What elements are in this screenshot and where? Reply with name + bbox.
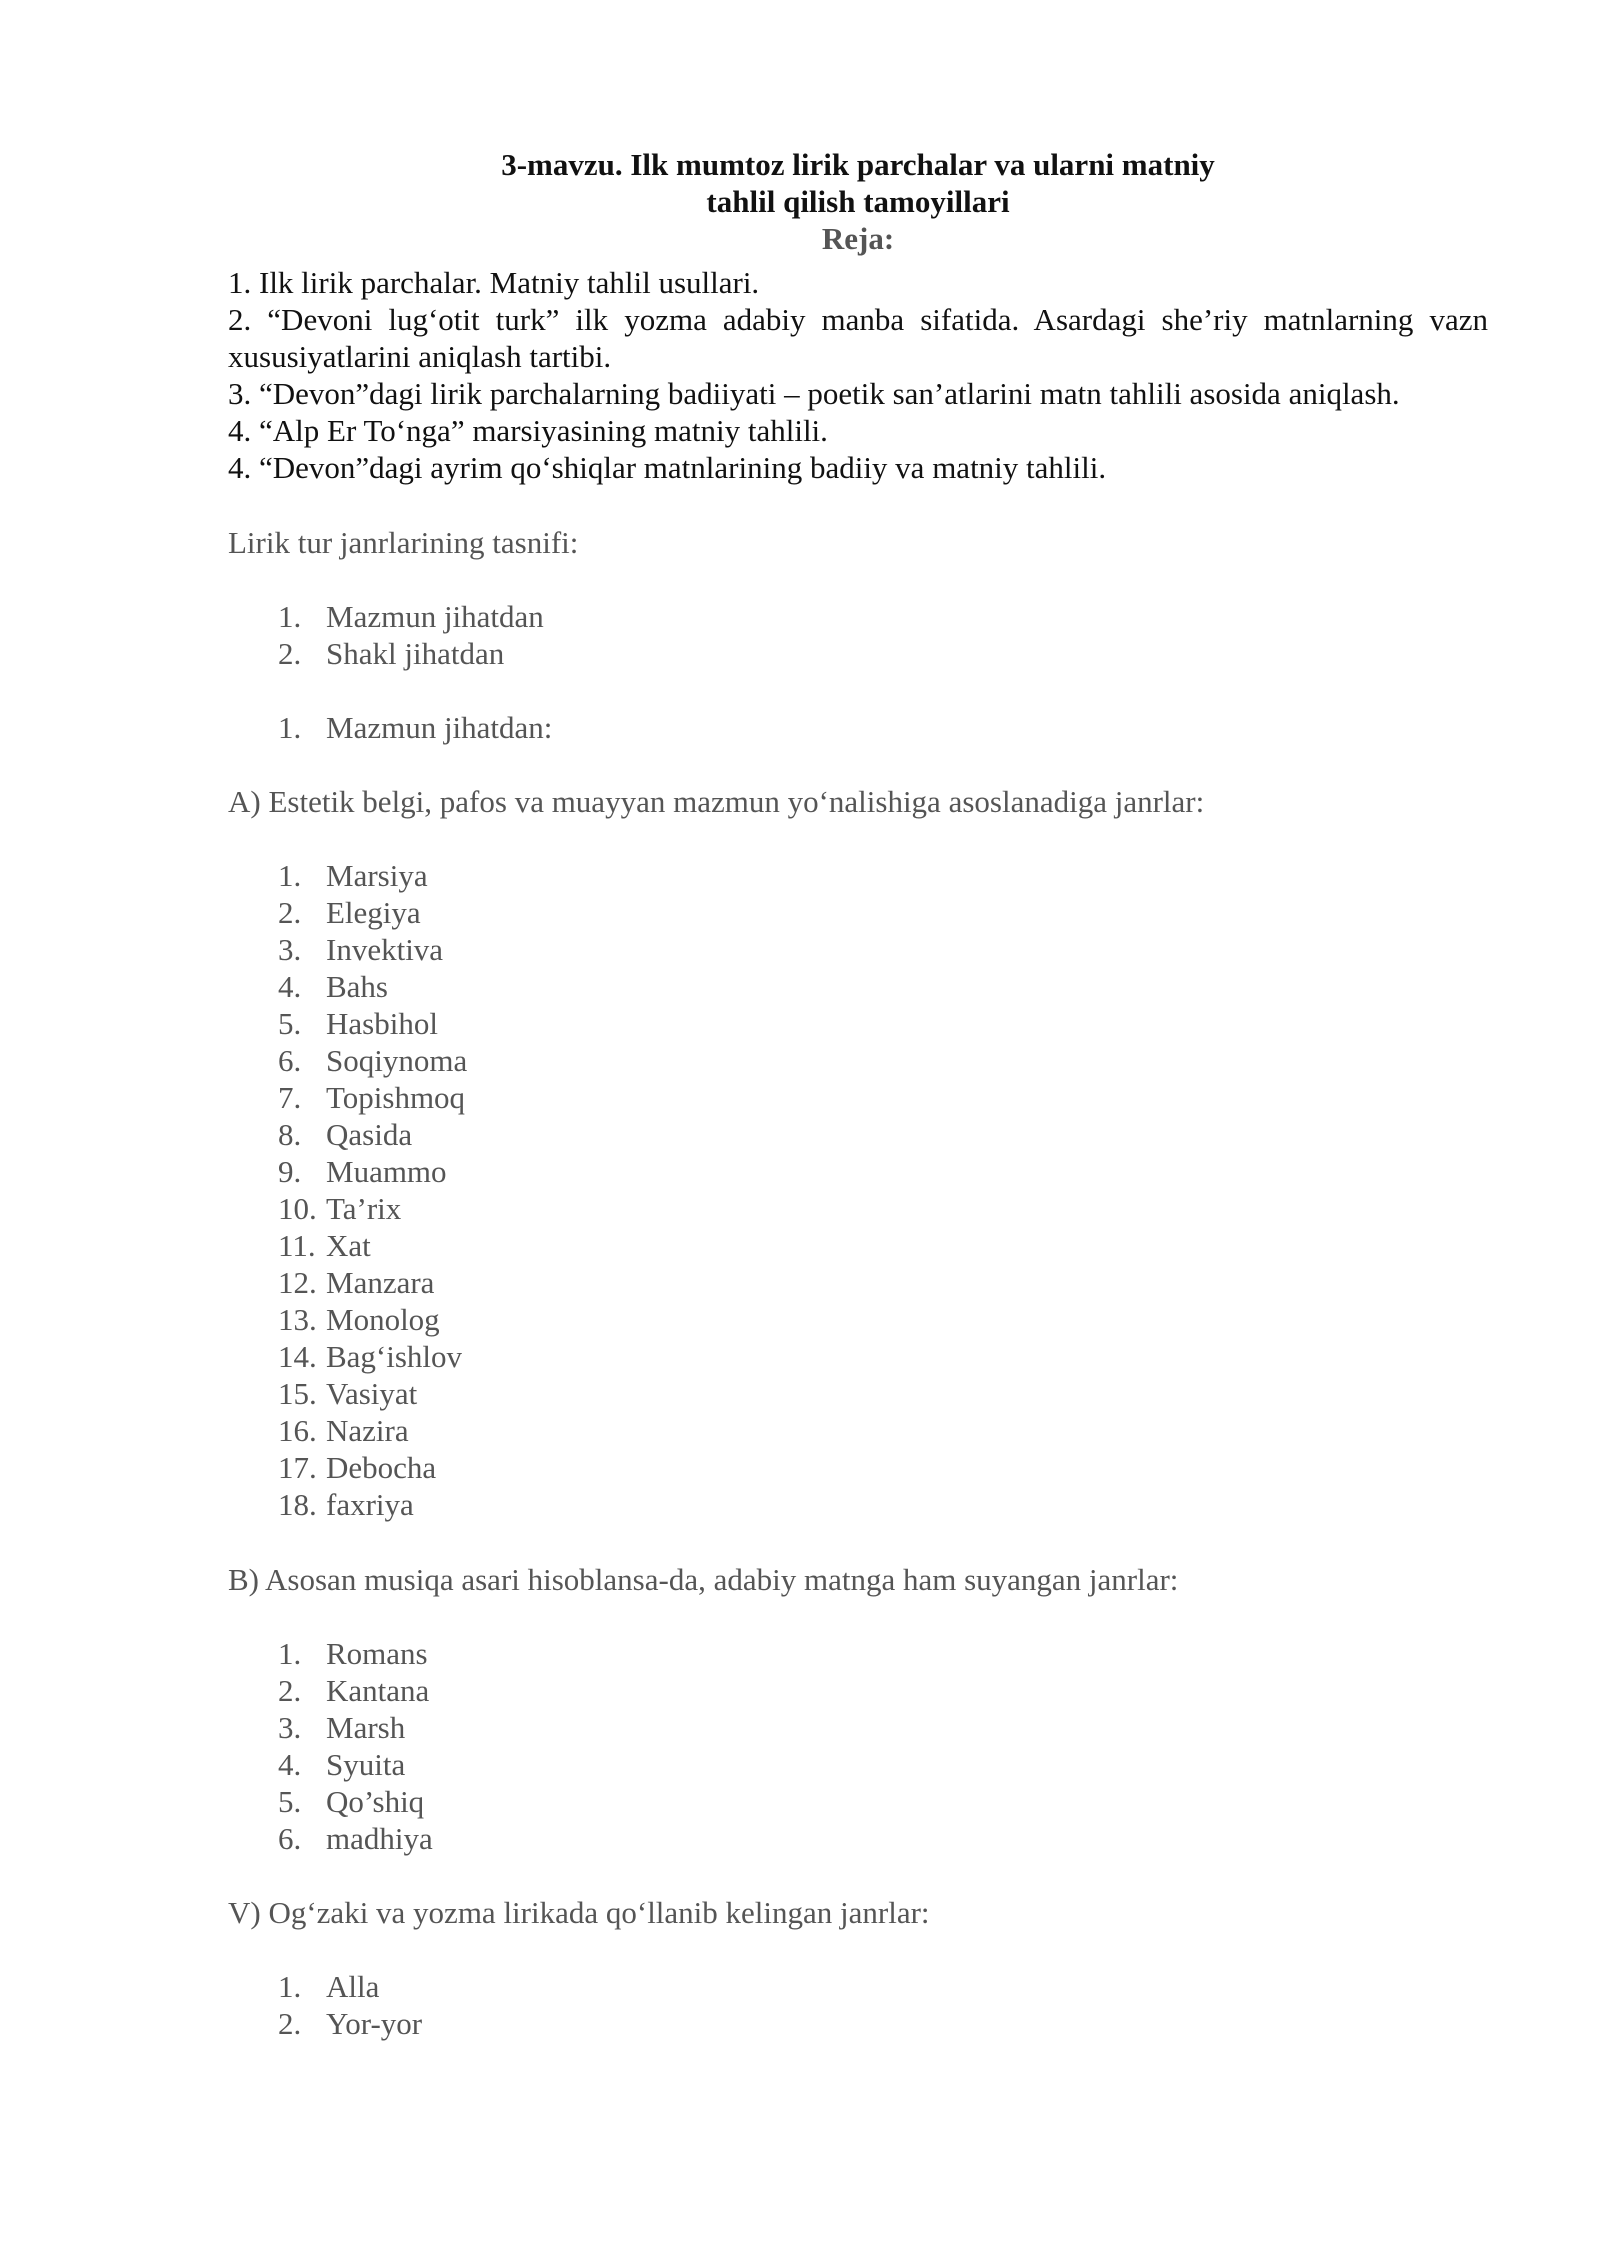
plan-item: 3. “Devon”dagi lirik parchalarning badiiyati – poetik san’atlarini matn tahlili asosida aniqlash. [228, 376, 1400, 411]
section-b-heading: B) Asosan musiqa asari hisoblansa-da, adabiy matnga ham suyangan janrlar: [228, 1562, 1179, 1597]
mazmun-heading [278, 709, 552, 746]
item-text: Mazmun jihatdan: [326, 710, 553, 745]
plan-list [228, 264, 1488, 486]
item-number: 2. [278, 2006, 302, 2041]
item-number: 1. [278, 710, 302, 745]
item-text: Debocha [326, 1450, 437, 1485]
section-v-list [278, 1968, 422, 2042]
item-number: 1. [278, 1969, 302, 2004]
list-item [278, 1412, 467, 1449]
item-number: 6. [278, 1821, 302, 1856]
list-item [278, 709, 552, 746]
item-number: 7. [278, 1080, 302, 1115]
plan-item: 2. “Devoni lug‘otit turk” ilk yozma adabiy manba sifatida. Asardagi she’riy matnlarning vazn xususiyatlarini aniqlash tartibi. [228, 302, 1488, 374]
item-text: Invektiva [326, 932, 444, 967]
item-number: 2. [278, 636, 302, 671]
section-a-list [278, 857, 467, 1523]
item-number: 3. [278, 1710, 302, 1745]
section-v-heading: V) Og‘zaki va yozma lirikada qo‘llanib kelingan janrlar: [228, 1895, 930, 1930]
item-text: Bag‘ishlov [326, 1339, 463, 1374]
item-text: madhiya [326, 1821, 433, 1856]
classification-list [278, 598, 544, 672]
item-text: faxriya [326, 1487, 414, 1522]
item-number: 16. [278, 1413, 317, 1448]
plan-subtitle: Reja: [821, 221, 895, 256]
list-item [278, 1153, 467, 1190]
item-text: Ta’rix [326, 1191, 402, 1226]
list-item [278, 1709, 433, 1746]
list-item [278, 1820, 433, 1857]
item-text: Kantana [326, 1673, 430, 1708]
item-number: 17. [278, 1450, 317, 1485]
list-item [278, 1635, 433, 1672]
title-line-1: 3-mavzu. Ilk mumtoz lirik parchalar va ularni matniy [501, 147, 1215, 182]
section-b-list [278, 1635, 433, 1857]
list-item [278, 1264, 467, 1301]
item-text: Monolog [326, 1302, 440, 1337]
item-number: 13. [278, 1302, 317, 1337]
list-item [278, 1079, 467, 1116]
item-number: 4. [278, 1747, 302, 1782]
item-text: Shakl jihatdan [326, 636, 505, 671]
item-number: 12. [278, 1265, 317, 1300]
list-item [278, 598, 544, 635]
item-text: Manzara [326, 1265, 435, 1300]
list-item [278, 1375, 467, 1412]
item-text: Elegiya [326, 895, 421, 930]
item-number: 14. [278, 1339, 317, 1374]
list-item [278, 635, 544, 672]
item-text: Alla [326, 1969, 380, 2004]
item-text: Topishmoq [326, 1080, 466, 1115]
item-text: Syuita [326, 1747, 406, 1782]
document-header [228, 146, 1488, 257]
list-item [278, 1227, 467, 1264]
plan-item: 4. “Alp Er To‘nga” marsiyasining matniy tahlili. [228, 413, 828, 448]
plan-item: 1. Ilk lirik parchalar. Matniy tahlil usullari. [228, 265, 760, 300]
item-text: Qasida [326, 1117, 413, 1152]
item-text: Bahs [326, 969, 388, 1004]
item-number: 15. [278, 1376, 317, 1411]
list-item [278, 1042, 467, 1079]
list-item [278, 2005, 422, 2042]
item-text: Marsh [326, 1710, 406, 1745]
item-number: 2. [278, 1673, 302, 1708]
list-item [278, 1116, 467, 1153]
item-text: Nazira [326, 1413, 409, 1448]
item-number: 5. [278, 1784, 302, 1819]
list-item [278, 931, 467, 968]
list-item [278, 1672, 433, 1709]
item-number: 4. [278, 969, 302, 1004]
item-number: 1. [278, 599, 302, 634]
list-item [278, 857, 467, 894]
list-item [278, 1338, 467, 1375]
item-text: Romans [326, 1636, 428, 1671]
list-item [278, 1968, 422, 2005]
list-item [278, 1746, 433, 1783]
item-number: 18. [278, 1487, 317, 1522]
list-item [278, 968, 467, 1005]
item-number: 1. [278, 858, 302, 893]
item-number: 1. [278, 1636, 302, 1671]
title-line-2: tahlil qilish tamoyillari [706, 184, 1010, 219]
item-number: 2. [278, 895, 302, 930]
list-item [278, 1449, 467, 1486]
list-item [278, 1190, 467, 1227]
item-text: Vasiyat [326, 1376, 418, 1411]
item-number: 5. [278, 1006, 302, 1041]
list-item [278, 1486, 467, 1523]
plan-item: 4. “Devon”dagi ayrim qo‘shiqlar matnlarining badiiy va matniy tahlili. [228, 450, 1107, 485]
item-number: 8. [278, 1117, 302, 1152]
item-text: Yor-yor [326, 2006, 423, 2041]
item-text: Qo’shiq [326, 1784, 425, 1819]
list-item [278, 1301, 467, 1338]
item-text: Hasbihol [326, 1006, 438, 1041]
section-a-heading: A) Estetik belgi, pafos va muayyan mazmun yo‘nalishiga asoslanadiga janrlar: [228, 784, 1205, 819]
list-item [278, 1783, 433, 1820]
item-number: 10. [278, 1191, 317, 1226]
item-number: 9. [278, 1154, 302, 1189]
item-text: Xat [326, 1228, 371, 1263]
item-number: 3. [278, 932, 302, 967]
item-text: Muammo [326, 1154, 447, 1189]
list-item [278, 1005, 467, 1042]
item-number: 6. [278, 1043, 302, 1078]
item-text: Soqiynoma [326, 1043, 468, 1078]
list-item [278, 894, 467, 931]
item-text: Mazmun jihatdan [326, 599, 544, 634]
item-text: Marsiya [326, 858, 428, 893]
item-number: 11. [278, 1228, 316, 1263]
classification-heading: Lirik tur janrlarining tasnifi: [228, 525, 579, 560]
